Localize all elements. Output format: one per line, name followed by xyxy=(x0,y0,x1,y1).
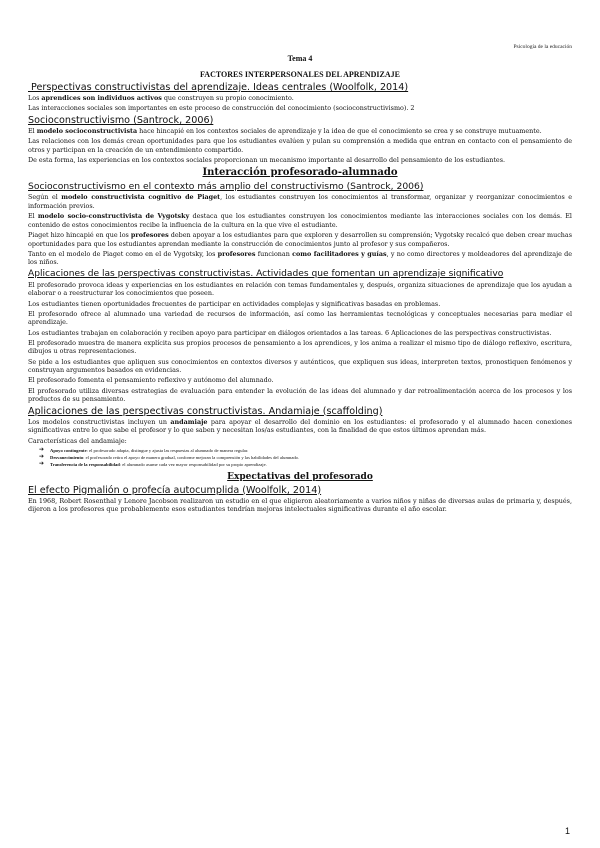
paragraph: El profesorado utiliza diversas estrategias de evaluación para entender la evolución de las ideas del alumnado y dar retroalimentación acerca de los procesos y los productos de su pensamiento. xyxy=(28,386,572,404)
paragraph: En 1968, Robert Rosenthal y Lenore Jacobson realizaron un estudio en el que eligieron aleatoriamente a varios niños y niñas de diversas aulas de primaria y, después, dijeron a los profesores que probablemente esos estudiantes tendrían mejoras intelectuales significativas durante el año escolar. xyxy=(28,496,572,514)
section-heading-ideas-centrales: Perspectivas constructivistas del aprendizaje. Ideas centrales (Woolfolk, 2014) xyxy=(28,82,409,93)
arrow-icon: ➔ xyxy=(39,446,45,453)
paragraph: Los modelos constructivistas incluyen un andamiaje para apoyar el desarrollo del dominio en los estudiantes: el profesorado y el alumnado hacen conexiones significativas entre lo que sabe el profesor y lo que saben y necesitan los/as estudiantes, con la finalidad de que estos últimos aprendan más. xyxy=(28,417,572,435)
paragraph: El modelo socioconstructivista hace hincapié en los contextos sociales de aprendizaje y la idea de que el conocimiento se crea y se construye mutuamente. xyxy=(28,126,542,135)
paragraph: Los estudiantes tienen oportunidades frecuentes de participar en actividades complejas y significativas basadas en problemas. xyxy=(28,299,441,308)
section-heading-aplicaciones: Aplicaciones de las perspectivas constructivistas. Actividades que fomentan un aprendizaje significativo xyxy=(28,268,504,279)
scaffolding-list xyxy=(28,447,572,468)
paragraph: Según el modelo constructivista cognitivo de Piaget, los estudiantes construyen los conocimientos al transformar, organizar y reorganizar conocimientos e información previos. xyxy=(28,193,573,210)
paragraph: El modelo socio-constructivista de Vygotsky destaca que los estudiantes construyen los conocimientos mediante las interacciones sociales con los demás. El contenido de estos conocimientos recibe la influencia de la cultura en la que vive el estudiante. xyxy=(28,212,572,229)
list-item: ➔ Transferencia de la responsabilidad: el alumnado asume cada vez mayor responsabilidad por su propio aprendizaje. xyxy=(39,460,267,467)
paragraph: Los estudiantes trabajan en colaboración y reciben apoyo para participar en diálogos orientados a las tareas. 6 Aplicaciones de las perspectivas constructivistas. xyxy=(28,328,552,337)
paragraph: El profesorado ofrece al alumnado una variedad de recursos de información, así como las herramientas tecnológicas y conceptuales necesarias para mediar el aprendizaje. xyxy=(28,309,572,327)
arrow-icon: ➔ xyxy=(39,453,45,460)
paragraph: Las interacciones sociales son importantes en este proceso de construcción del conocimiento (socioconstructivismo). 2 xyxy=(28,104,415,113)
paragraph: El profesorado fomenta el pensamiento reflexivo y autónomo del alumnado. xyxy=(28,376,274,385)
running-header: Psicología de la educación xyxy=(513,44,572,50)
section-heading-socioconstructivismo: Socioconstructivismo (Santrock, 2006) xyxy=(28,114,214,126)
document-page xyxy=(28,40,572,516)
paragraph: Los aprendices son individuos activos que construyen su propio conocimiento. xyxy=(28,94,294,102)
paragraph: Las relaciones con los demás crean oportunidades para que los estudiantes evalúen y pulan su comprensión a medida que entran en contacto con el pensamiento de otros y participan en la creación de un entendimiento compartido. xyxy=(28,136,572,154)
section-heading-pigmalion: El efecto Pigmalión o profecía autocumplida (Woolfolk, 2014) xyxy=(28,484,322,496)
paragraph: Piaget hizo hincapié en que los profesores deben apoyar a los estudiantes para que exploren y desarrollen su comprensión; Vygotsky recalcó que deben crear muchas oportunidades para que los estudiantes aprendan mediante la construcción de conocimientos junto al profesor y sus compañeros. xyxy=(28,230,573,248)
section-heading-interaccion: Interacción profesorado-alumnado xyxy=(202,167,398,179)
section-heading-contexto-constructivismo: Socioconstructivismo en el contexto más amplio del constructivismo (Santrock, 2006) xyxy=(28,181,424,193)
doc-subtitle: FACTORES INTERPERSONALES DEL APRENDIZAJE xyxy=(200,70,400,79)
paragraph: El profesorado muestra de manera explícita sus propios procesos de pensamiento a los aprendices, y los anima a realizar el mismo tipo de diálogo reflexivo, escritura, dibujos u otras representaciones. xyxy=(28,338,572,356)
arrow-icon: ➔ xyxy=(39,460,45,467)
paragraph: Características del andamiaje: xyxy=(28,436,127,445)
section-heading-expectativas: Expectativas del profesorado xyxy=(227,471,373,482)
paragraph: De esta forma, las experiencias en los contextos sociales proporcionan un mecanismo importante al desarrollo del pensamiento de los estudiantes. xyxy=(28,155,506,164)
paragraph: Se pide a los estudiantes que apliquen sus conocimientos en contextos diversos y auténticos, que expliquen sus ideas, interpreten textos, pronostiquen fenómenos y construyan argumentos basados en evidencias. xyxy=(28,357,572,375)
page-number: 1 xyxy=(564,826,570,836)
list-item: ➔ Apoyo contingente: el profesorado adapta, distingue y ajusta las respuestas al alumnado de manera regular. xyxy=(39,446,249,453)
section-heading-andamiaje: Aplicaciones de las perspectivas constructivistas. Andamiaje (scaffolding) xyxy=(28,405,383,417)
list-item: ➔ Desvanecimiento: el profesorado retira el apoyo de manera gradual, conforme mejoran la comprensión y las habilidades del alumnado. xyxy=(39,453,300,460)
paragraph: El profesorado provoca ideas y experiencias en los estudiantes en relación con temas fundamentales y, después, organiza situaciones de aprendizaje que los ayudan a elaborar o a reestructurar los conocimientos que poseen. xyxy=(28,280,572,298)
paragraph: Tanto en el modelo de Piaget como en el de Vygotsky, los profesores funcionan como facilitadores y guías, y no como directores y moldeadores del aprendizaje de los niños. xyxy=(28,249,572,267)
doc-title: Tema 4 xyxy=(287,54,313,63)
